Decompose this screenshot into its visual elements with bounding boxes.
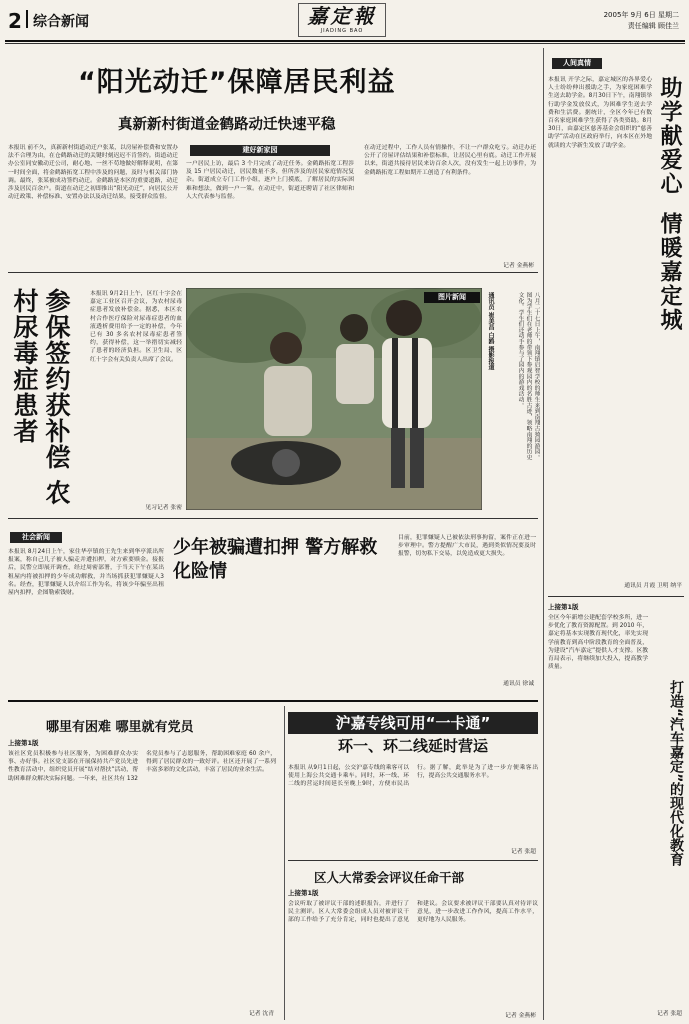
column-1: 本报讯 前不久，真新新村街道动迁户张某，以房屋补偿费和安置办法不合理为由，在仓鹤路动迁的关键时刻迟迟不肯签约。街道动迁办公室同安徽动迁公司，耐心地、一丝不苟地做好解释说明，在第一时间全面，将金鹤路拓宽工程中涉及的问题，及时与相关部门协调。最终，张某被成功签约动迁。金鹤路是本区的重要道路，动迁涉及居民百余户。街道在动迁之初即推出“阳光动迁”，向居民公开动迁政策、补偿标准、安置办法以及动迁结果，接受群众监督。 (8, 145, 178, 201)
byline: 记者 张超 (510, 849, 536, 855)
photo-news (186, 288, 482, 510)
article-body: 本报讯 9月2日上午，区红十字会在嘉定工业区召开会议，为农村尿毒症患者发放补偿金。据悉，本区农村合作医疗保险对尿毒症患者的血液透析费用给予一定的补偿，今年已有 30 多名农村尿毒症患者签约，获得补偿，这一举措切实减轻了患者的经济负担。区卫生局、区红十字会有关负责人出席了会议。 (90, 291, 182, 363)
article-body: 会议听取了被评议干部的述职报告，并进行了民主测评。区人大常委会组成人员对被评议干部的工作给予了充分肯定，同时也提出了意见和建议。会议要求被评议干部要认真对待评议意见，进一步改进工作作风，提高工作水平，更好地为人民服务。 (288, 901, 538, 924)
article-body: 本报讯 开学之际，嘉定城区的各界爱心人士纷纷伸出援助之手，为家庭困难学生送去助学金。8月30日下午，南翔镇举行助学金发放仪式，为困难学生送去学费和生活费。据统计，全区今年已有数百名家庭困难学生获得了各类资助。8月30日，由嘉定区慈善基金会组织的“慈善助学”活动在区政府举行，向本区在外地就读的大学新生发放了助学金。 (548, 77, 652, 149)
article-body-2: 目前，犯罪嫌疑人已被依法刑事拘留，案件正在进一步审理中。警方提醒广大市民，遇到类似情况要及时报警，切勿私下交易，以免造成更大损失。 (398, 535, 536, 558)
headline: 区人大常委会评议任命干部 (314, 870, 465, 885)
article-uremia (8, 286, 184, 512)
byline: 见习记者 张密 (145, 505, 182, 511)
headline-1: 沪嘉专线可用“一卡通” (288, 712, 538, 734)
news-photo (186, 288, 482, 510)
subheadline: 真新新村街道金鹤路动迁快速平稳 (118, 117, 336, 133)
continued-tag: 上接第1版 (548, 603, 579, 611)
headline-2: 环一、环二线延时营运 (337, 737, 488, 755)
section-tag: 人间真情 (552, 58, 602, 69)
caption-text: 八月二十七日上午，南翔镇启智学校的师生来到南翔古猗园游园。图为学生们在老师的带领下参观园内的名胜古迹，领略南翔的历史文化。学生们还动手参与了园内的游戏活动。 (517, 292, 539, 461)
article-party-members (8, 706, 280, 1020)
column-3: 在动迁过程中，工作人员有情操作，不让一户群众吃亏。动迁办还公开了房屋评估结果和补偿标准，让居民心里有底。动迁工作开展以来，街道共接待居民来访百余人次，没有发生一起上访事件，为金鹤路拓宽工程如期开工创造了有利条件。 (364, 145, 536, 176)
byline: 记者 金燕彬 (503, 263, 534, 269)
vertical-headline: 打造“汽车嘉定”的现代化教育 (668, 680, 684, 867)
paper-logo: 嘉定報 JIADING BAO (298, 3, 386, 37)
article-kidnap (8, 530, 538, 710)
section-band: 建好新家园 (190, 145, 330, 156)
photo-caption (486, 292, 540, 512)
article-body: 全区今年新增公建配套学校多所，进一步优化了教育资源配置。到 2010 年，嘉定将基本实现教育现代化，率先实现学前教育到高中阶段教育的全面普及，为建设“汽车嘉定”提供人才支撑。区教育局表示，将继续加大投入，提高教学质量。 (548, 615, 648, 671)
headline: “阳光动迁”保障居民利益 (78, 67, 396, 98)
editor-line: 责任编辑 顾佳兰 (627, 22, 679, 30)
article-transit (288, 706, 538, 856)
vertical-headline: 参保签约获补偿 农村尿毒症患者 (10, 288, 71, 506)
vertical-headline-2: 情暖嘉定城 (657, 212, 682, 332)
article-body: 本报讯 8月24日上午，家住华亭镇的王先生来到华亭派出所报案，称自己儿子被人骗走并遭扣押，对方索要赎金。接报后，民警立即展开调查，经过周密部署，于当天下午在某出租屋内将被扣押的少年成功解救，并当场抓获犯罪嫌疑人3名。经查，犯罪嫌疑人以介绍工作为名，将该少年骗至出租屋内扣押，企图勒索钱财。 (8, 549, 164, 597)
section-tag: 社会新闻 (10, 532, 62, 543)
article-education (548, 600, 684, 1020)
byline: 记者 张超 (656, 1011, 682, 1017)
masthead (0, 0, 689, 40)
column-2: 一户居民上访，最后 3 个月完成了动迁任务。金鹤路拓宽工程涉及 15 户居民动迁，居民数量不多，但所涉及的居民家庭情况复杂。街道成立专门工作小组，逐户上门摸底，了解居民的实际困难和想法，做到一户一策。在动迁中，街道还聘请了社区律师和人大代表参与监督。 (186, 161, 354, 200)
article-body: 该社区党员积极参与社区服务，为困难群众办实事、办好事。社区党支部在开展保持共产党员先进性教育活动中，组织党员开展“结对帮扶”活动，帮助困难群众解决实际问题。一年来，社区共有 132 名党员参与了志愿服务，帮助困难家庭 60 余户，得到了居民群众的一致好评。社区还开展了一系列丰富多彩的文化活动，丰富了居民的业余生活。 (8, 751, 276, 782)
headline: 少年被骗遭扣押 警方解救化险情 (173, 537, 378, 582)
vertical-headline-1: 助学献爱心 (657, 76, 682, 196)
article-body: 本报讯 从9月1日起，公交沪嘉专线的乘客可以使用上海公共交通卡乘车。同时，环一线、环二线的营运时间延长至晚上9时，方便市民出行。据了解，此举是为了进一步方便乘客出行，提高公共交通服务水平。 (288, 765, 538, 788)
photo-credit: 通讯员 崔美昌 白鸥 摄影报道 (487, 292, 494, 371)
headline: 哪里有困难 哪里就有党员 (46, 720, 194, 735)
section-title: 综合新闻 (33, 14, 89, 30)
byline: 通讯员 月霞 卫明 纳平 (624, 583, 682, 589)
page-number: 2 (8, 9, 22, 33)
photo-label: 图片新闻 (424, 292, 480, 303)
byline: 记者 沈青 (248, 1011, 274, 1017)
sidebar-charity (548, 52, 684, 592)
byline: 通讯员 徐诚 (503, 681, 534, 687)
byline: 记者 金燕彬 (505, 1013, 536, 1019)
date-line: 2005年 9月 6日 星期二 (603, 11, 679, 19)
article-congress (288, 864, 538, 1020)
article-relocation (8, 48, 538, 270)
continued-tag: 上接第1版 (8, 739, 39, 747)
continued-tag: 上接第1版 (288, 889, 319, 897)
